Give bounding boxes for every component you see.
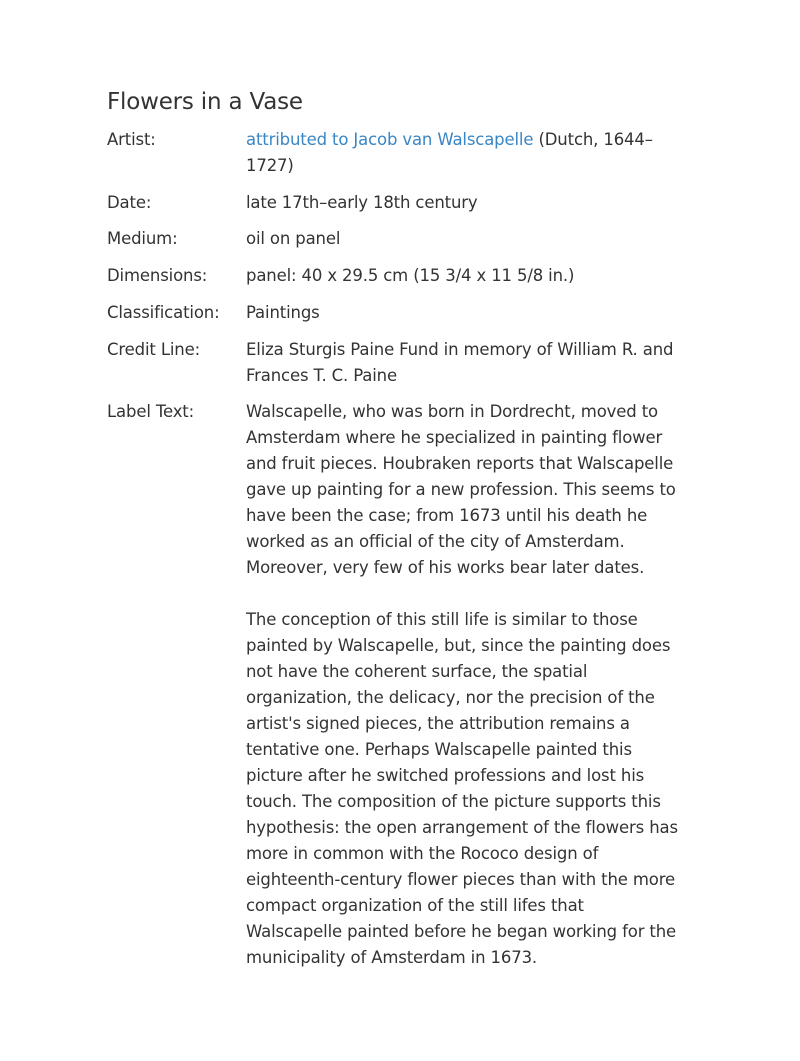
credit-line-label: Credit Line: (107, 340, 201, 359)
artist-value (246, 127, 681, 179)
artist-link[interactable]: attributed to Jacob van Walscapelle (246, 130, 534, 149)
date-value: late 17th–early 18th century (246, 193, 478, 212)
label-text-paragraph: Walscapelle, who was born in Dordrecht, moved to Amsterdam where he specialized in painting flower and fruit pieces. Houbraken reports that Walscapelle gave up painting for a new profession. This seems to have been the case; from 1673 until his death he worked as an official of the city of Amsterdam. Moreover, very few of his works bear later dates. (246, 402, 676, 577)
classification-value: Paintings (246, 303, 320, 322)
label-text-label: Label Text: (107, 402, 195, 421)
artist-nationality-dates: (Dutch, 1644–1727) (246, 130, 653, 175)
dimensions-value: panel: 40 x 29.5 cm (15 3/4 x 11 5/8 in.) (246, 266, 575, 285)
medium-value: oil on panel (246, 229, 341, 248)
label-text-paragraph: The conception of this still life is similar to those painted by Walscapelle, but, since the painting does not have the coherent surface, the spatial organization, the delicacy, nor the precision of the artist's signed pieces, the attribution remains a tentative one. Perhaps Walscapelle painted this picture after he switched professions and lost his touch. The composition of the picture supports this hypothesis: the open arrangement of the flowers has more in common with the Rococo design of eighteenth-century flower pieces than with the more compact organization of the still lifes that Walscapelle painted before he began working for the municipality of Amsterdam in 1673. (246, 610, 678, 967)
classification-label: Classification: (107, 303, 220, 322)
artist-label: Artist: (107, 130, 156, 149)
medium-label: Medium: (107, 229, 178, 248)
object-title: Flowers in a Vase (107, 89, 303, 115)
credit-line-value: Eliza Sturgis Paine Fund in memory of William R. and Frances T. C. Paine (246, 340, 674, 385)
dimensions-label: Dimensions: (107, 266, 208, 285)
label-text-value (246, 399, 681, 971)
date-label: Date: (107, 193, 152, 212)
